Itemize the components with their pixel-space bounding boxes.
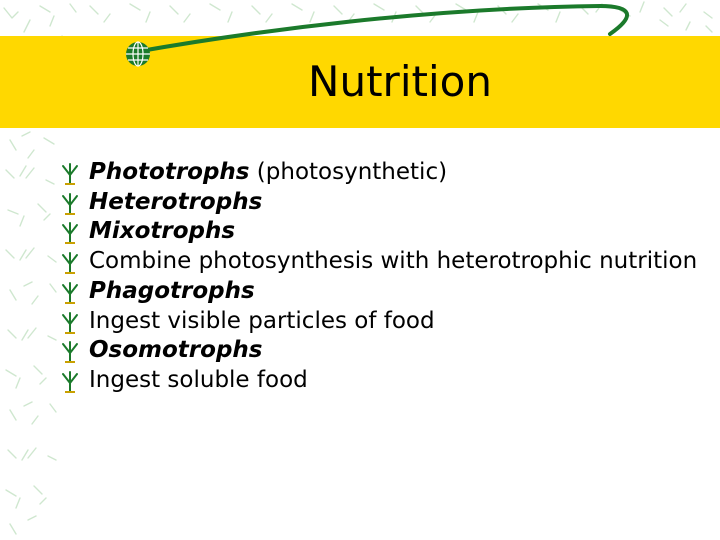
leaf-bullet-icon — [60, 340, 80, 364]
slide-title: Nutrition — [308, 57, 492, 106]
bullet-term: Phototrophs — [89, 159, 250, 185]
bullet-term: Mixotrophs — [89, 218, 236, 245]
leaf-bullet-icon — [60, 370, 80, 394]
globe-icon — [124, 40, 152, 68]
bullet-item — [60, 277, 700, 307]
bullet-item — [60, 307, 700, 337]
bullet-item — [60, 217, 700, 247]
bullet-text: (photosynthetic) — [249, 159, 448, 185]
bullet-item — [60, 247, 700, 277]
leaf-bullet-icon — [60, 162, 80, 186]
bullet-text: Ingest visible particles of food — [89, 307, 435, 334]
leaf-bullet-icon — [60, 192, 80, 216]
leaf-bullet-icon — [60, 311, 80, 335]
bullet-list — [60, 158, 700, 396]
bullet-item — [60, 366, 700, 396]
bullet-term: Heterotrophs — [89, 188, 263, 215]
leaf-bullet-icon — [60, 221, 80, 245]
leaf-bullet-icon — [60, 251, 80, 275]
leaf-bullet-icon — [60, 281, 80, 305]
bullet-term: Phagotrophs — [89, 277, 255, 304]
bullet-item — [60, 158, 700, 188]
bullet-text: Combine photosynthesis with heterotrophic nutrition — [89, 248, 698, 275]
bullet-item — [60, 188, 700, 218]
bullet-text: Ingest soluble food — [89, 366, 308, 393]
bullet-term: Osomotrophs — [89, 337, 263, 364]
bullet-item — [60, 336, 700, 366]
